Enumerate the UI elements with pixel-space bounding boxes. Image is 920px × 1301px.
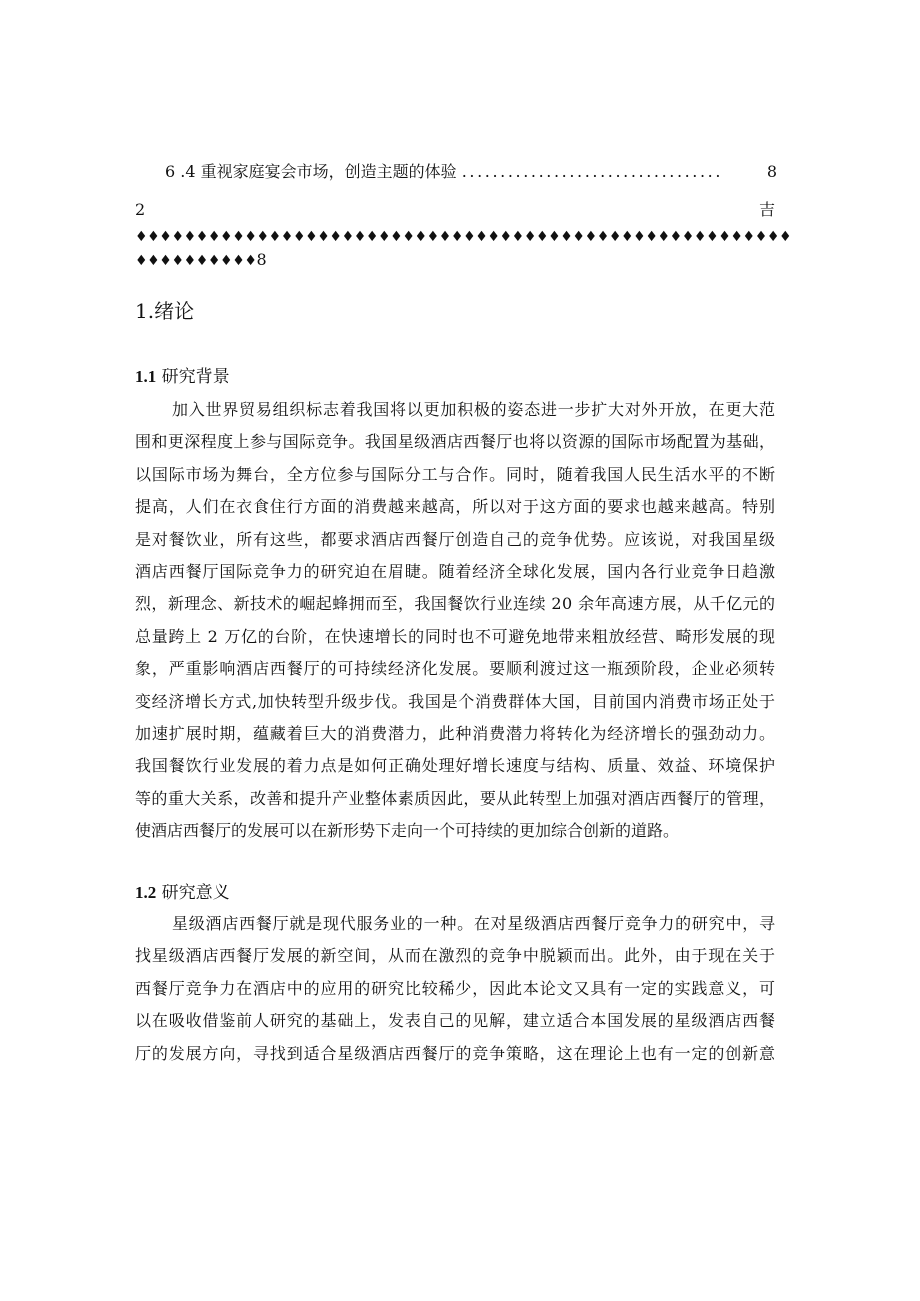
paragraph-line: 加入世界贸易组织标志着我国将以更加积极的姿态进一步扩大对外开放，在更大范 <box>172 400 776 419</box>
paragraph-line: 我国餐饮行业发展的着力点是如何正确处理好增长速度与结构、质量、效益、环境保护 <box>135 756 776 776</box>
paragraph-line: 是对餐饮业，所有这些，都要求酒店西餐厅创造自己的竞争优势。应该说，对我国星级 <box>135 529 776 549</box>
paragraph-line: 提高，人们在衣食住行方面的消费越来越高，所以对于这方面的要求也越来越高。特别 <box>135 497 776 517</box>
paragraph-line: 总量跨上 2 万亿的台阶，在快速增长的同时也不可避免地带来粗放经营、畸形发展的现 <box>135 626 776 646</box>
paragraph-line: 星级酒店西餐厅就是现代服务业的一种。在对星级酒店西餐厅竞争力的研究中，寻 <box>172 914 776 933</box>
toc-leader: .................................. <box>461 162 724 181</box>
section-title: 研究背景 <box>161 367 230 387</box>
toc-garbled-page: 8 <box>256 250 267 269</box>
paragraph-line: 烈，新理念、新技术的崛起蜂拥而至，我国餐饮行业连续 20 余年高速方展，从千亿元的 <box>135 594 776 614</box>
toc-number: 6 .4 <box>165 162 196 181</box>
paragraph-line: 以在吸收借鉴前人研究的基础上，发表自己的见解，建立适合本国发展的星级酒店西餐 <box>135 1011 776 1031</box>
paragraph-line: 厅的发展方向，寻找到适合星级酒店西餐厅的竞争策略，这在理论上也有一定的创新意 <box>135 1043 776 1063</box>
section-1-2-heading <box>135 882 775 904</box>
paragraph-line: 酒店西餐厅国际竞争力的研究迫在眉睫。随着经济全球化发展，国内各行业竞争日趋激 <box>135 562 776 581</box>
paragraph-line: 西餐厅竞争力在酒店中的应用的研究比较稀少，因此本论文又具有一定的实践意义，可 <box>135 978 776 998</box>
section-1-1-heading <box>135 366 775 388</box>
toc-entry-garbled <box>135 199 775 221</box>
paragraph-line: 加速扩展时期，蕴藏着巨大的消费潜力，此种消费潜力将转化为经济增长的强劲动力。 <box>135 724 776 743</box>
paragraph-line: 象，严重影响酒店西餐厅的可持续经济化发展。要顺利渡过这一瓶颈阶段，企业必须转 <box>135 659 776 679</box>
toc-diamonds: ♦♦♦♦♦♦♦♦♦♦ <box>135 253 257 269</box>
section-title: 研究意义 <box>161 883 230 903</box>
section-number: 1.2 <box>135 883 157 902</box>
paragraph-line: 变经济增长方式,加快转型升级步伐。我国是个消费群体大国，目前国内消费市场正处于 <box>135 691 776 711</box>
toc-garbled-left: 2 <box>135 200 146 219</box>
toc-garbled-right: 吉 <box>758 200 775 219</box>
toc-diamonds-line1: ♦♦♦♦♦♦♦♦♦♦♦♦♦♦♦♦♦♦♦♦♦♦♦♦♦♦♦♦♦♦♦♦♦♦♦♦♦♦♦♦♦♦♦♦♦♦♦♦♦♦♦♦♦♦ <box>135 229 792 245</box>
paragraph-line: 围和更深程度上参与国际竞争。我国星级酒店西餐厅也将以资源的国际市场配置为基础， <box>135 432 776 452</box>
paragraph-line: 等的重大关系，改善和提升产业整体素质因此，要从此转型上加强对酒店西餐厅的管理， <box>135 788 776 808</box>
paragraph-line: 以国际市场为舞台，全方位参与国际分工与合作。同时，随着我国人民生活水平的不断 <box>135 464 776 484</box>
toc-diamonds-line2 <box>135 249 775 272</box>
paragraph-line: 找星级酒店西餐厅发展的新空间，从而在激烈的竞争中脱颖而出。此外，由于现在关于 <box>135 946 776 966</box>
paragraph-line: 使酒店西餐厅的发展可以在新形势下走向一个可持续的更加综合创新的道路。 <box>135 821 680 841</box>
chapter-heading: 1.绪论 <box>135 299 195 323</box>
section-number: 1.1 <box>135 367 157 386</box>
toc-entry-6-4[interactable] <box>165 161 777 183</box>
toc-page: 8 <box>766 162 777 181</box>
toc-title: 重视家庭宴会市场，创造主题的体验 <box>200 162 457 181</box>
